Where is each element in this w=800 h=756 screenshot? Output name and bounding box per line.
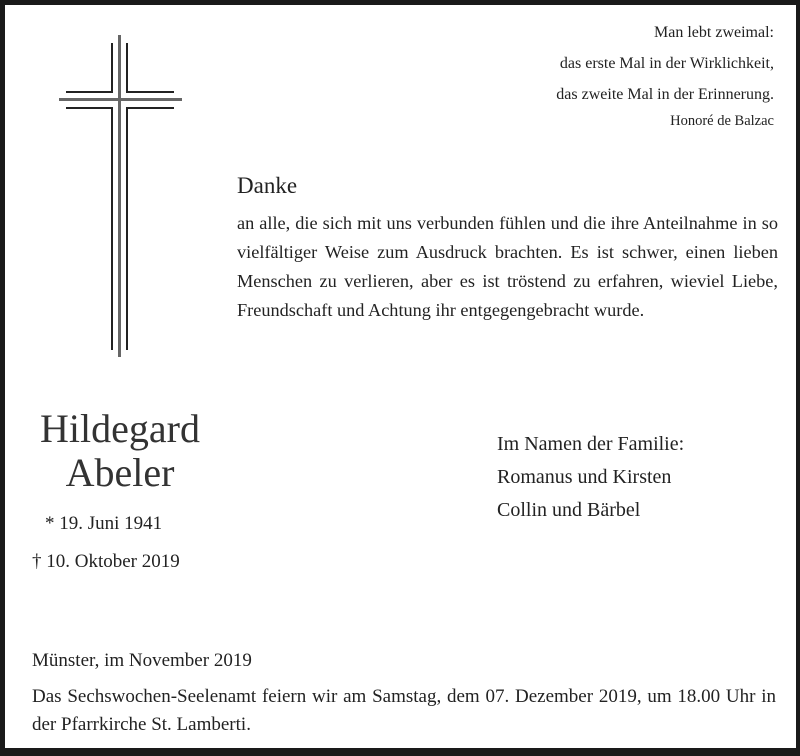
quote <box>556 17 774 132</box>
death-date: † 10. Oktober 2019 <box>32 551 180 572</box>
service-info: Das Sechswochen-Seelenamt feiern wir am Samstag, dem 07. Dezember 2019, um 18.00 Uhr in der Pfarrkirche St. Lamberti. <box>32 686 776 735</box>
quote-line: Man lebt zweimal: <box>654 24 774 41</box>
thanks-title: Danke <box>237 173 298 198</box>
cross-icon <box>55 35 195 370</box>
family-signature <box>497 428 684 527</box>
place-date: Münster, im November 2019 <box>32 650 252 671</box>
family-name: Romanus und Kirsten <box>497 466 672 488</box>
obituary-notice <box>5 5 796 748</box>
birth-date: * 19. Juni 1941 <box>45 513 163 534</box>
family-intro: Im Namen der Familie: <box>497 433 685 455</box>
quote-line: das erste Mal in der Wirklichkeit, <box>559 55 774 72</box>
family-name: Collin und Bärbel <box>497 499 641 521</box>
first-name: Hildegard <box>40 406 200 451</box>
thanks-body: an alle, die sich mit uns verbunden fühlen und die ihre Anteilnahme in so vielfältiger Weise zum Ausdruck brachten. Es ist schwer, einen lieben Menschen zu verlieren, aber es ist tröstend zu erfahren, wieviel Liebe, Freundschaft und Achtung ihr entgegengebracht wurde. <box>237 213 778 320</box>
deceased-name <box>20 407 220 495</box>
quote-author: Honoré de Balzac <box>670 113 774 129</box>
last-name: Abeler <box>65 450 175 495</box>
quote-line: das zweite Mal in der Erinnerung. <box>556 86 774 103</box>
